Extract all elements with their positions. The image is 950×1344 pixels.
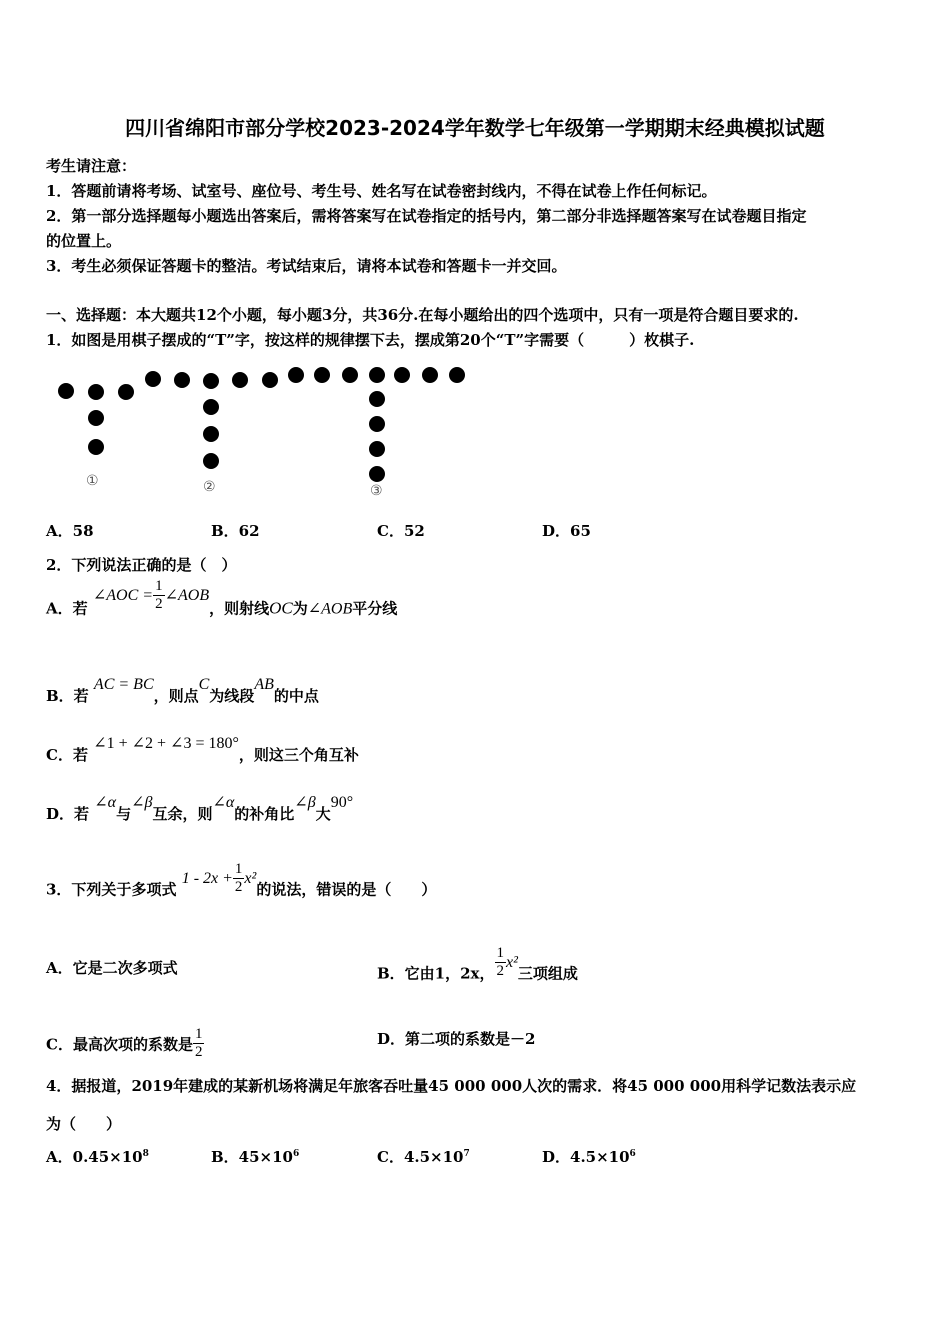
exponent: 7 — [463, 1149, 470, 1159]
q4-option-b[interactable] — [211, 1146, 299, 1167]
option-text: 与 — [116, 805, 132, 823]
notice-heading: 考生请注意： — [46, 157, 137, 175]
stem-text: 3．下列关于多项式 — [46, 880, 177, 899]
numerator: 1 — [234, 861, 243, 877]
math-text: ∠AOC = — [92, 586, 154, 604]
chess-piece — [369, 441, 385, 457]
chess-piece — [174, 372, 190, 388]
q2-stem: 2．下列说法正确的是（ ） — [46, 556, 237, 574]
q3-stem — [46, 861, 437, 908]
q1-option-a[interactable]: A．58 — [46, 522, 94, 540]
math-expr — [181, 861, 257, 895]
numerator: 1 — [194, 1026, 203, 1042]
notice-item: 3．考生必须保证答题卡的整洁。考试结束后，请将本试卷和答题卡一并交回。 — [46, 257, 567, 275]
chess-piece — [203, 373, 219, 389]
option-text: D．4.5×10 — [542, 1148, 630, 1166]
chess-piece — [422, 367, 438, 383]
math-text: x² — [244, 869, 257, 887]
math-expr — [193, 1026, 205, 1060]
denominator: 2 — [496, 963, 504, 979]
denominator: 2 — [155, 596, 163, 612]
option-text: 大 — [315, 805, 331, 823]
stem-text: 的说法，错误的是（ ） — [256, 880, 437, 899]
option-text: D．若 — [46, 805, 90, 823]
fraction — [193, 1026, 205, 1061]
option-text: B．45×10 — [211, 1148, 293, 1166]
q1-option-b[interactable]: B．62 — [211, 522, 260, 540]
option-text: C．最高次项的系数是 — [46, 1035, 193, 1054]
q3-option-b[interactable] — [377, 945, 578, 992]
chess-piece — [203, 426, 219, 442]
chess-piece — [262, 372, 278, 388]
math-text: AB — [254, 676, 274, 693]
figure-label: ① — [86, 473, 99, 489]
math-text: ∠1 + ∠2 + ∠3 = 180° — [93, 735, 239, 752]
option-text: 为线段 — [209, 687, 255, 705]
chess-piece — [203, 453, 219, 469]
chess-piece — [118, 384, 134, 400]
fraction — [495, 945, 507, 980]
option-text: ，则这三个角互补 — [238, 746, 359, 764]
math-text: 90° — [330, 794, 354, 811]
chess-piece — [369, 416, 385, 432]
q3-option-d[interactable]: D．第二项的系数是－2 — [377, 1030, 536, 1048]
chess-piece — [342, 367, 358, 383]
option-text: ，则点 — [153, 687, 199, 705]
chess-piece — [394, 367, 410, 383]
q1-option-c[interactable]: C．52 — [377, 522, 425, 540]
option-text: 互余，则 — [152, 805, 213, 823]
math-text: ∠AOB — [164, 586, 210, 604]
option-text: A．0.45×10 — [46, 1148, 143, 1166]
section-heading: 一、选择题：本大题共12个小题，每小题3分，共36分.在每小题给出的四个选项中，只有一项是符合题目要求的. — [46, 306, 799, 324]
chess-piece — [369, 391, 385, 407]
math-text: ∠AOB — [307, 600, 353, 618]
option-text: 平分线 — [352, 599, 398, 618]
option-text: ，则射线 — [209, 599, 270, 618]
chess-piece — [232, 372, 248, 388]
math-expr — [495, 945, 518, 979]
fraction — [233, 861, 245, 896]
denominator: 2 — [194, 1044, 203, 1060]
figure-label: ② — [203, 479, 216, 495]
q4-option-a[interactable] — [46, 1146, 149, 1167]
math-text: OC — [269, 598, 293, 618]
math-text: 1 - 2x + — [181, 869, 233, 887]
denominator: 2 — [234, 879, 243, 895]
q2-option-c[interactable] — [46, 735, 359, 765]
option-text: B．它由1，2x， — [377, 964, 495, 983]
exponent: 8 — [142, 1149, 149, 1159]
math-expr — [92, 578, 210, 612]
option-text: 为 — [292, 599, 308, 618]
q1-stem: 1．如图是用棋子摆成的“T”字，按这样的规律摆下去，摆成第20个“T”字需要（ ）枚棋子. — [46, 331, 695, 349]
q2-option-a[interactable] — [46, 578, 398, 627]
chess-piece — [369, 466, 385, 482]
q4-option-d[interactable] — [542, 1146, 636, 1167]
chess-piece — [88, 410, 104, 426]
option-text: C．若 — [46, 746, 88, 764]
exponent: 6 — [293, 1149, 300, 1159]
q4-stem-line2: 为（ ） — [46, 1115, 122, 1133]
math-text: AC = BC — [93, 676, 154, 693]
q2-option-b[interactable] — [46, 676, 319, 706]
chess-piece — [88, 439, 104, 455]
notice-item: 的位置上。 — [46, 232, 122, 250]
chess-piece — [58, 383, 74, 399]
chess-piece — [449, 367, 465, 383]
numerator: 1 — [155, 578, 163, 594]
page-title: 四川省绵阳市部分学校2023-2024学年数学七年级第一学期期末经典模拟试题 — [125, 116, 825, 140]
numerator: 1 — [496, 945, 504, 961]
notice-item: 1．答题前请将考场、试室号、座位号、考生号、姓名写在试卷密封线内，不得在试卷上作任何标记。 — [46, 182, 717, 200]
chess-piece — [314, 367, 330, 383]
q1-option-d[interactable]: D．65 — [542, 522, 591, 540]
q3-option-a[interactable]: A．它是二次多项式 — [46, 959, 178, 977]
exponent: 6 — [629, 1149, 636, 1159]
chess-piece — [145, 371, 161, 387]
figure-label: ③ — [370, 483, 383, 499]
math-text: ∠β — [131, 794, 153, 811]
chess-piece — [88, 384, 104, 400]
option-text: B．若 — [46, 687, 89, 705]
option-text: 的中点 — [273, 687, 319, 705]
option-text: A．若 — [46, 599, 88, 618]
math-text: ∠α — [212, 794, 235, 811]
math-text: x² — [506, 953, 518, 971]
q4-stem-line1: 4．据报道，2019年建成的某新机场将满足年旅客吞吐量45 000 000人次的需求．将45 000 000用科学记数法表示应 — [46, 1077, 857, 1095]
q3-option-c[interactable] — [46, 1028, 204, 1063]
notice-item: 2．第一部分选择题每小题选出答案后，需将答案写在试卷指定的括号内，第二部分非选择题答案写在试卷题目指定 — [46, 207, 807, 225]
option-text: C．4.5×10 — [377, 1148, 464, 1166]
math-text: ∠α — [94, 794, 117, 811]
fraction — [153, 578, 165, 613]
chess-piece — [369, 367, 385, 383]
option-text: 的补角比 — [234, 805, 295, 823]
chess-piece — [203, 399, 219, 415]
q4-option-c[interactable] — [377, 1146, 470, 1167]
option-text: 三项组成 — [517, 964, 578, 983]
q2-option-d[interactable] — [46, 794, 354, 824]
math-text: ∠β — [294, 794, 316, 811]
math-text: C — [198, 676, 210, 693]
chess-piece — [288, 367, 304, 383]
